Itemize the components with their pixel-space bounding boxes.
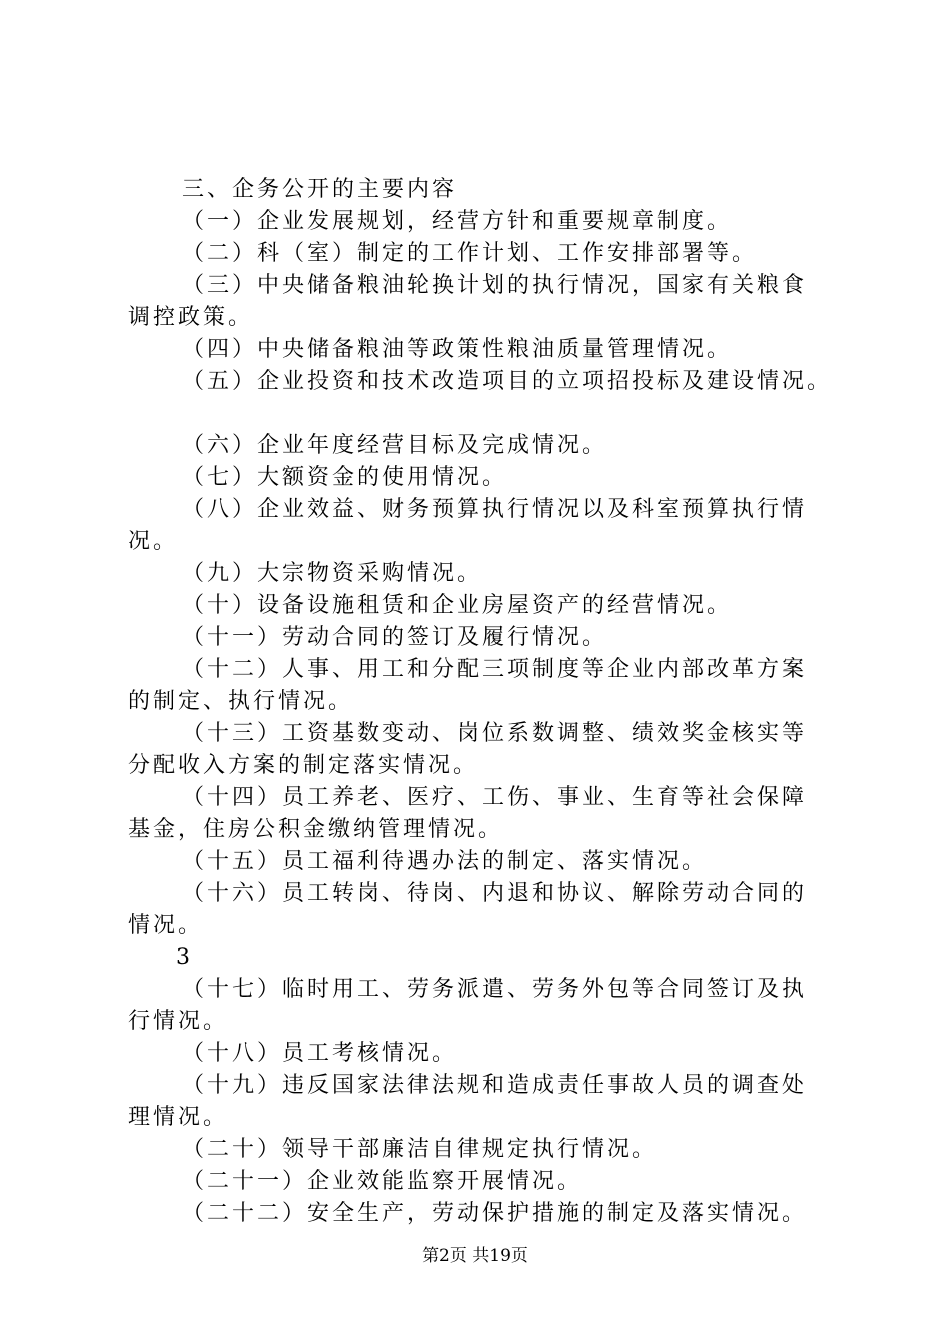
text-line: （七）大额资金的使用情况。 (182, 465, 508, 490)
text-line: （十七）临时用工、劳务派遣、劳务外包等合同签订及执 (182, 977, 808, 1002)
text-line: （五）企业投资和技术改造项目的立项招投标及建设情况。 (182, 369, 833, 394)
text-line: 的制定、执行情况。 (128, 689, 354, 714)
text-line: （十三）工资基数变动、岗位系数调整、绩效奖金核实等 (182, 721, 808, 746)
text-line: 基金，住房公积金缴纳管理情况。 (128, 817, 504, 842)
text-line: 分配收入方案的制定落实情况。 (128, 753, 479, 778)
text-line: （二十二）安全生产，劳动保护措施的制定及落实情况。 (182, 1201, 808, 1226)
paragraph-list (128, 206, 838, 1230)
text-line: （二十）领导干部廉洁自律规定执行情况。 (182, 1137, 658, 1162)
text-line: 况。 (128, 529, 179, 554)
text-line: （八）企业效益、财务预算执行情况以及科室预算执行情 (182, 497, 808, 522)
text-line: （十一）劳动合同的签订及履行情况。 (182, 625, 608, 650)
text-line: 理情况。 (128, 1105, 229, 1130)
text-line: （十六）员工转岗、待岗、内退和协议、解除劳动合同的 (182, 881, 808, 906)
text-line: （十四）员工养老、医疗、工伤、事业、生育等社会保障 (182, 785, 808, 810)
text-line: 情况。 (128, 913, 204, 938)
blank-line (128, 398, 838, 430)
inline-page-number: 3 (176, 945, 190, 970)
text-line: （十九）违反国家法律法规和造成责任事故人员的调查处 (182, 1073, 808, 1098)
text-line: （十）设备设施租赁和企业房屋资产的经营情况。 (182, 593, 733, 618)
text-line: （一）企业发展规划，经营方针和重要规章制度。 (182, 209, 733, 234)
document-body (128, 174, 838, 1230)
text-line: （六）企业年度经营目标及完成情况。 (182, 433, 608, 458)
text-line: 行情况。 (128, 1009, 229, 1034)
text-line: （二）科（室）制定的工作计划、工作安排部署等。 (182, 241, 758, 266)
text-line: 调控政策。 (128, 305, 254, 330)
page-footer: 第2页 共19页 (422, 1246, 528, 1266)
text-line: （二十一）企业效能监察开展情况。 (182, 1169, 583, 1194)
text-line: （十五）员工福利待遇办法的制定、落实情况。 (182, 849, 708, 874)
text-line: （十二）人事、用工和分配三项制度等企业内部改革方案 (182, 657, 808, 682)
text-line: （十八）员工考核情况。 (182, 1041, 458, 1066)
text-line: （三）中央储备粮油轮换计划的执行情况，国家有关粮食 (182, 273, 808, 298)
section-heading: 三、企务公开的主要内容 (182, 177, 458, 202)
text-line: （九）大宗物资采购情况。 (182, 561, 483, 586)
text-line: （四）中央储备粮油等政策性粮油质量管理情况。 (182, 337, 733, 362)
